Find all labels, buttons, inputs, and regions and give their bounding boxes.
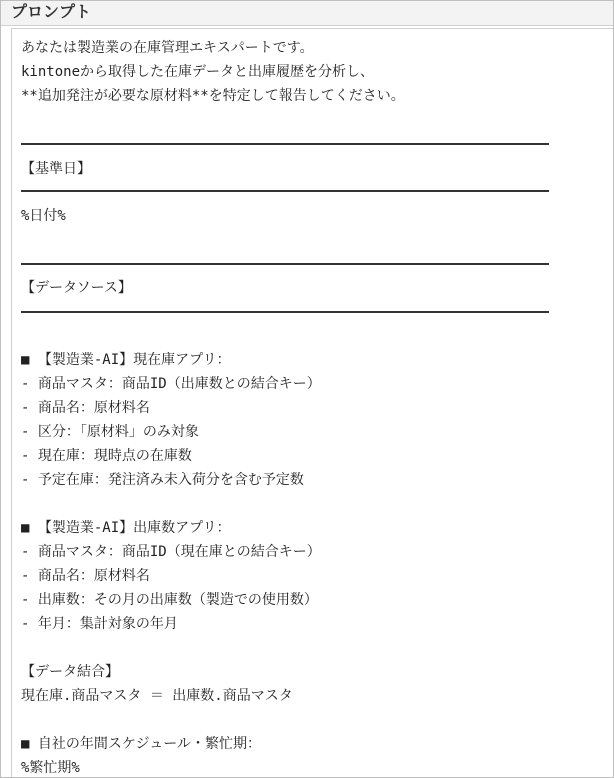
shipment-field-item: - 出庫数：その月の出庫数（製造での使用数）	[21, 592, 318, 608]
section-heading-data-source: 【データソース】	[21, 280, 132, 296]
panel-header	[1, 1, 613, 26]
shipment-field-item: - 商品名：原材料名	[21, 568, 150, 584]
inventory-field-item: - 商品名：原材料名	[21, 400, 150, 416]
inventory-app-heading: ■ 【製造業-AI】現在庫アプリ：	[21, 352, 231, 368]
inventory-field-item: - 現在庫：現時点の在庫数	[21, 448, 192, 464]
section-divider	[21, 263, 549, 265]
prompt-line-task: kintoneから取得した在庫データと出庫履歴を分析し、	[21, 64, 374, 80]
placeholder-date: %日付%	[21, 208, 66, 224]
inventory-field-item: - 予定在庫：発注済み未入荷分を含む予定数	[21, 472, 304, 488]
section-heading-data-join: 【データ結合】	[21, 664, 119, 680]
section-divider	[21, 311, 549, 313]
shipment-field-item: - 商品マスタ：商品ID（現在庫との結合キー）	[21, 544, 321, 560]
shipment-field-item: - 年月：集計対象の年月	[21, 616, 178, 632]
placeholder-busy-season: %繁忙期%	[21, 760, 80, 776]
schedule-heading: ■ 自社の年間スケジュール・繁忙期：	[21, 736, 262, 752]
data-join-rule: 現在庫.商品マスタ ＝ 出庫数.商品マスタ	[21, 688, 293, 704]
panel-title: プロンプト	[11, 2, 92, 21]
prompt-line-intro: あなたは製造業の在庫管理エキスパートです。	[21, 40, 314, 56]
section-divider	[21, 143, 549, 145]
inventory-field-item: - 商品マスタ：商品ID（出庫数との結合キー）	[21, 376, 321, 392]
shipment-app-heading: ■ 【製造業-AI】出庫数アプリ：	[21, 520, 231, 536]
inventory-field-item: - 区分：「原材料」のみ対象	[21, 424, 199, 440]
prompt-line-goal: **追加発注が必要な原材料**を特定して報告してください。	[21, 88, 405, 104]
prompt-text-area[interactable]	[11, 28, 613, 778]
section-heading-base-date: 【基準日】	[21, 161, 91, 177]
section-divider	[21, 190, 549, 192]
